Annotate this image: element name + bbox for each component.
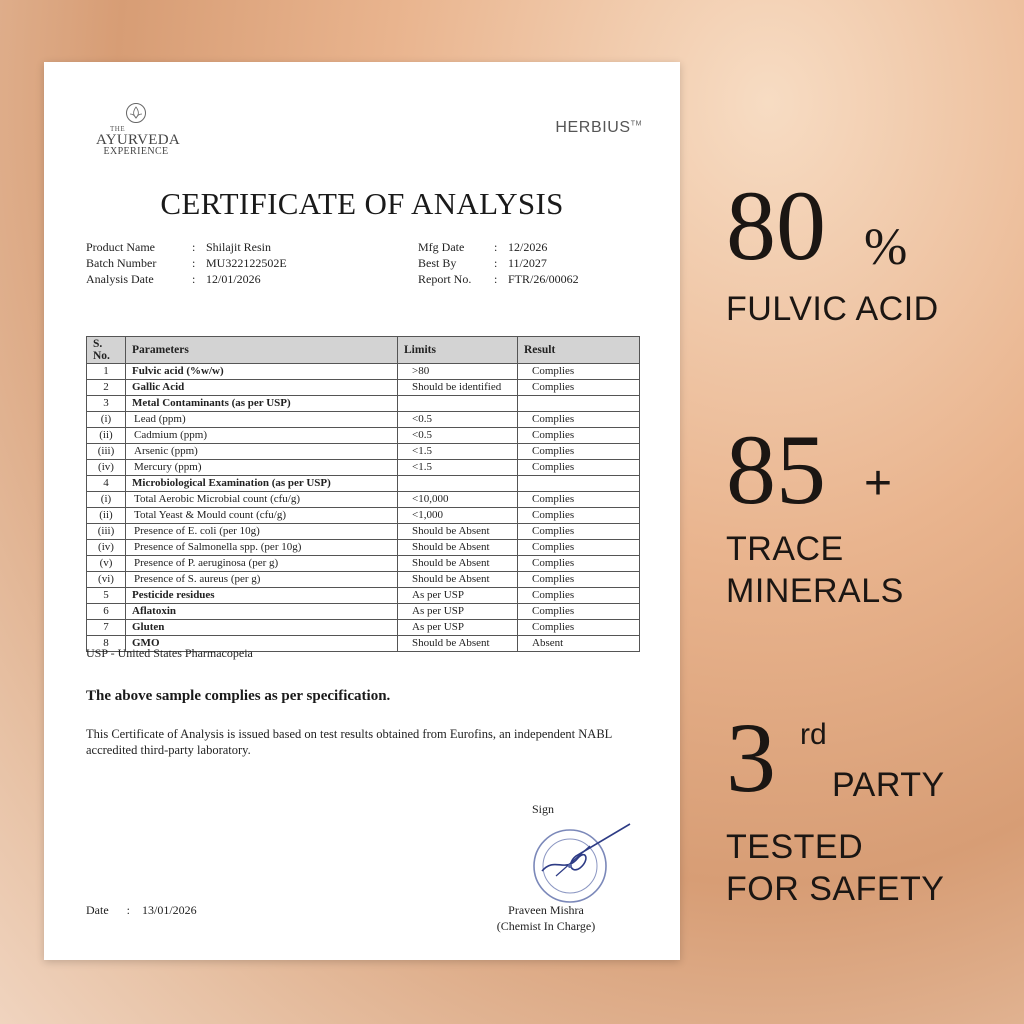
signer-block xyxy=(476,902,616,934)
table-row xyxy=(87,428,640,444)
cell-limit: <10,000 xyxy=(398,492,518,508)
product-info-left xyxy=(86,239,287,287)
cell-limit: >80 xyxy=(398,364,518,380)
cell-result: Complies xyxy=(518,492,640,508)
cell-limit xyxy=(398,396,518,412)
cell-result: Complies xyxy=(518,444,640,460)
stat2-label-line1: TRACE xyxy=(726,530,844,568)
cell-limit: As per USP xyxy=(398,604,518,620)
stat2-number: 85 xyxy=(726,414,826,525)
cell-limit: Should be Absent xyxy=(398,556,518,572)
cell-limit xyxy=(398,476,518,492)
cell-sno: (iii) xyxy=(87,524,126,540)
info-value: 12/2026 xyxy=(508,240,548,254)
cell-sno: 5 xyxy=(87,588,126,604)
cell-result xyxy=(518,476,640,492)
cell-parameter: Total Yeast & Mould count (cfu/g) xyxy=(126,508,398,524)
sign-label: Sign xyxy=(532,802,555,816)
header-result: Result xyxy=(518,337,640,364)
info-key: Analysis Date xyxy=(86,272,154,286)
table-row xyxy=(87,412,640,428)
cell-result: Complies xyxy=(518,380,640,396)
certificate-title: CERTIFICATE OF ANALYSIS xyxy=(160,186,564,221)
cell-parameter: Lead (ppm) xyxy=(126,412,398,428)
cell-parameter: Fulvic acid (%w/w) xyxy=(126,364,398,380)
cell-sno: (v) xyxy=(87,556,126,572)
info-colon: : xyxy=(494,256,498,270)
logo-line-1: THE xyxy=(110,125,126,133)
cell-sno: 6 xyxy=(87,604,126,620)
date-label: Date xyxy=(86,903,109,917)
cell-sno: (vi) xyxy=(87,572,126,588)
cell-limit: Should be Absent xyxy=(398,524,518,540)
cell-sno: 4 xyxy=(87,476,126,492)
stat-fulvic-number xyxy=(726,170,908,281)
stat1-number: 80 xyxy=(726,170,826,281)
table-row xyxy=(87,572,640,588)
stat3-label-line2: FOR SAFETY xyxy=(726,870,945,908)
table-row xyxy=(87,476,640,492)
trademark-mark: TM xyxy=(630,120,642,128)
table-row xyxy=(87,492,640,508)
cell-sno: (i) xyxy=(87,492,126,508)
info-value: FTR/26/00062 xyxy=(508,272,579,286)
table-row xyxy=(87,620,640,636)
cell-sno: 8 xyxy=(87,636,126,652)
cell-parameter: Total Aerobic Microbial count (cfu/g) xyxy=(126,492,398,508)
header-sno: S. No. xyxy=(87,337,126,364)
cell-sno: 7 xyxy=(87,620,126,636)
cell-limit: Should be identified xyxy=(398,380,518,396)
cell-parameter: GMO xyxy=(126,636,398,652)
info-key: Product Name xyxy=(86,240,155,254)
info-colon: : xyxy=(192,240,196,254)
cell-result: Complies xyxy=(518,460,640,476)
info-colon: : xyxy=(494,240,498,254)
cell-result: Complies xyxy=(518,620,640,636)
herbius-logo xyxy=(555,119,642,137)
cell-parameter: Arsenic (ppm) xyxy=(126,444,398,460)
cell-sno: (iii) xyxy=(87,444,126,460)
certificate-document xyxy=(44,62,680,960)
product-info-right xyxy=(418,239,579,287)
cell-parameter: Cadmium (ppm) xyxy=(126,428,398,444)
info-colon: : xyxy=(192,272,196,286)
table-row xyxy=(87,508,640,524)
stat2-label-line2: MINERALS xyxy=(726,572,904,610)
stat-trace-minerals-number xyxy=(726,414,893,525)
signer-role: (Chemist In Charge) xyxy=(496,919,596,933)
logo-line-3: EXPERIENCE xyxy=(103,146,169,157)
stat3-ordinal: rd xyxy=(800,718,827,751)
cell-limit: Should be Absent xyxy=(398,540,518,556)
table-header-row xyxy=(87,337,640,364)
cell-result: Absent xyxy=(518,636,640,652)
issue-date-line xyxy=(86,903,197,918)
cell-parameter: Mercury (ppm) xyxy=(126,460,398,476)
compliance-statement: The above sample complies as per specification. xyxy=(86,688,391,704)
cell-result xyxy=(518,396,640,412)
cell-limit: As per USP xyxy=(398,620,518,636)
table-row xyxy=(87,364,640,380)
cell-sno: (iv) xyxy=(87,540,126,556)
table-row xyxy=(87,460,640,476)
cell-result: Complies xyxy=(518,364,640,380)
info-key: Best By xyxy=(418,256,457,270)
table-row xyxy=(87,588,640,604)
table-row xyxy=(87,524,640,540)
date-colon: : xyxy=(126,903,130,917)
cell-result: Complies xyxy=(518,428,640,444)
cell-result: Complies xyxy=(518,588,640,604)
cell-sno: 3 xyxy=(87,396,126,412)
cell-limit: <1,000 xyxy=(398,508,518,524)
signer-name: Praveen Mishra xyxy=(508,903,584,917)
cell-limit: <1.5 xyxy=(398,460,518,476)
logo-line-2: AYURVEDA xyxy=(96,132,180,148)
cell-result: Complies xyxy=(518,572,640,588)
official-stamp-signature xyxy=(520,816,640,906)
cell-limit: Should be Absent xyxy=(398,572,518,588)
cell-limit: As per USP xyxy=(398,588,518,604)
stat3-number: 3 xyxy=(726,702,776,813)
cell-parameter: Aflatoxin xyxy=(126,604,398,620)
cell-parameter: Pesticide residues xyxy=(126,588,398,604)
date-value: 13/01/2026 xyxy=(142,903,197,917)
cell-parameter: Presence of Salmonella spp. (per 10g) xyxy=(126,540,398,556)
cell-sno: 1 xyxy=(87,364,126,380)
issuance-statement: This Certificate of Analysis is issued based on test results obtained from Eurofins, an independent NABL accredited third-party laboratory. xyxy=(86,727,612,757)
stat2-label xyxy=(726,528,904,612)
table-row xyxy=(87,540,640,556)
cell-parameter: Presence of E. coli (per 10g) xyxy=(126,524,398,540)
cell-result: Complies xyxy=(518,540,640,556)
table-row xyxy=(87,604,640,620)
info-row xyxy=(418,271,579,287)
herbius-logo-text: HERBIUS xyxy=(555,119,631,136)
analysis-results-table xyxy=(86,336,640,652)
table-row xyxy=(87,444,640,460)
ayurveda-experience-logo xyxy=(96,102,180,157)
info-value: MU322122502E xyxy=(206,256,287,270)
cell-sno: (i) xyxy=(87,412,126,428)
stat3-label xyxy=(726,826,944,910)
cell-sno: (iv) xyxy=(87,460,126,476)
stat-third-party xyxy=(726,702,945,813)
cell-limit: <0.5 xyxy=(398,428,518,444)
info-row xyxy=(418,239,579,255)
cell-parameter: Gluten xyxy=(126,620,398,636)
table-row xyxy=(87,396,640,412)
info-value: Shilajit Resin xyxy=(206,240,272,254)
info-value: 12/01/2026 xyxy=(206,272,261,286)
stat3-label-line1: TESTED xyxy=(726,828,864,866)
header-parameters: Parameters xyxy=(126,337,398,364)
info-value: 11/2027 xyxy=(508,256,547,270)
info-row xyxy=(418,255,579,271)
cell-parameter: Microbiological Examination (as per USP) xyxy=(126,476,398,492)
cell-sno: (ii) xyxy=(87,428,126,444)
cell-result: Complies xyxy=(518,508,640,524)
table-row xyxy=(87,556,640,572)
cell-parameter: Metal Contaminants (as per USP) xyxy=(126,396,398,412)
cell-result: Complies xyxy=(518,604,640,620)
usp-footnote: USP - United States Pharmacopeia xyxy=(86,646,253,660)
cell-limit: <0.5 xyxy=(398,412,518,428)
cell-parameter: Presence of P. aeruginosa (per g) xyxy=(126,556,398,572)
info-colon: : xyxy=(192,256,196,270)
info-colon: : xyxy=(494,272,498,286)
info-row xyxy=(86,239,287,255)
header-limits: Limits xyxy=(398,337,518,364)
stat1-percent: % xyxy=(864,219,908,276)
cell-sno: (ii) xyxy=(87,508,126,524)
cell-result: Complies xyxy=(518,524,640,540)
cell-limit: Should be Absent xyxy=(398,636,518,652)
info-key: Batch Number xyxy=(86,256,157,270)
cell-limit: <1.5 xyxy=(398,444,518,460)
table-row xyxy=(87,380,640,396)
cell-parameter: Gallic Acid xyxy=(126,380,398,396)
info-key: Report No. xyxy=(418,272,472,286)
lotus-emblem-icon xyxy=(125,102,147,124)
cell-result: Complies xyxy=(518,556,640,572)
info-row xyxy=(86,255,287,271)
info-key: Mfg Date xyxy=(418,240,465,254)
cell-sno: 2 xyxy=(87,380,126,396)
stat3-party-word: PARTY xyxy=(832,766,945,804)
cell-parameter: Presence of S. aureus (per g) xyxy=(126,572,398,588)
info-row xyxy=(86,271,287,287)
cell-result: Complies xyxy=(518,412,640,428)
stat2-plus: + xyxy=(864,457,893,510)
stat1-label: FULVIC ACID xyxy=(726,290,939,328)
